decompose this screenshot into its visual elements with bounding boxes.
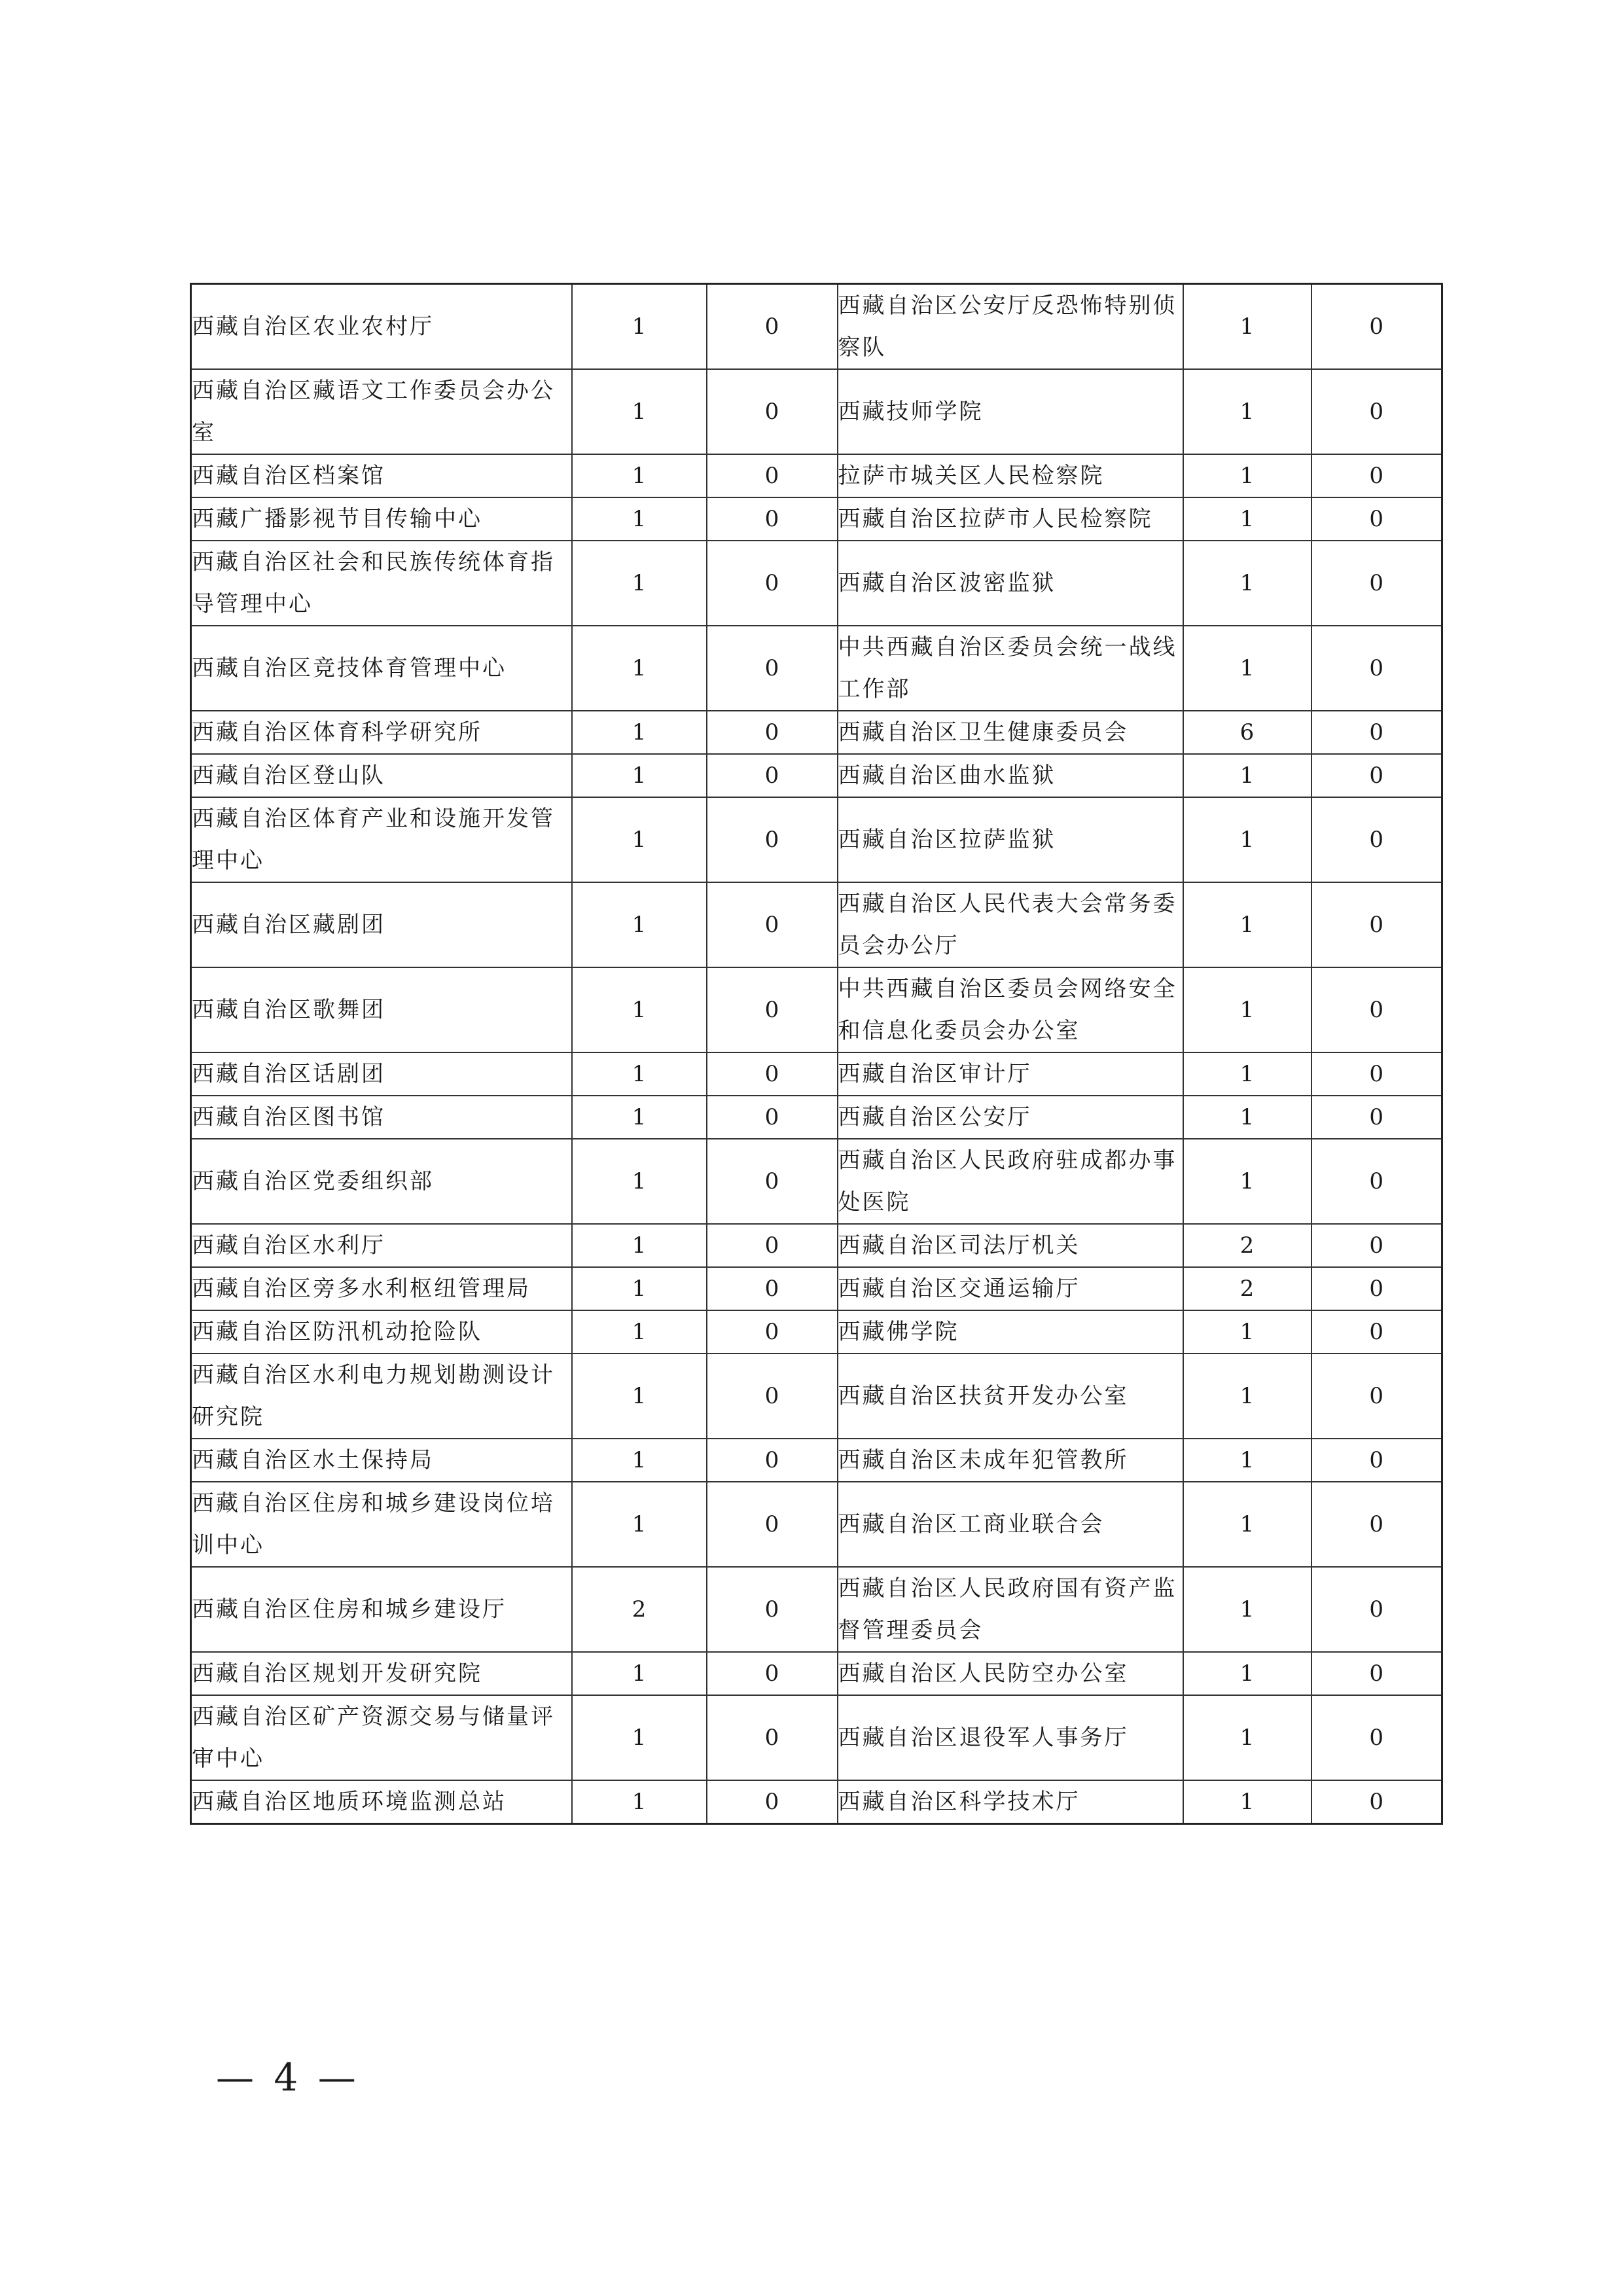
right-count-a-cell: 1	[1183, 1310, 1311, 1354]
left-count-a-cell: 1	[572, 754, 707, 797]
left-count-a-cell: 1	[572, 1224, 707, 1267]
left-count-a-cell: 1	[572, 454, 707, 497]
left-count-a-cell: 1	[572, 497, 707, 541]
table-row	[191, 1482, 1442, 1567]
right-count-b-cell: 0	[1311, 1267, 1442, 1310]
right-unit-name-cell: 西藏自治区公安厅	[838, 1096, 1183, 1139]
left-count-b-cell: 0	[707, 497, 838, 541]
table-row	[191, 797, 1442, 882]
right-count-b-cell: 0	[1311, 1310, 1442, 1354]
table-row	[191, 626, 1442, 711]
left-unit-name-cell: 西藏自治区档案馆	[191, 454, 572, 497]
page-number: — 4 —	[216, 2055, 360, 2100]
right-count-b-cell: 0	[1311, 754, 1442, 797]
left-count-a-cell: 1	[572, 711, 707, 754]
right-count-a-cell: 2	[1183, 1267, 1311, 1310]
left-unit-name-cell: 西藏自治区话剧团	[191, 1052, 572, 1096]
left-count-a-cell: 1	[572, 1780, 707, 1824]
left-unit-name-cell: 西藏自治区水利厅	[191, 1224, 572, 1267]
left-count-a-cell: 1	[572, 1695, 707, 1780]
right-count-a-cell: 1	[1183, 1652, 1311, 1695]
table-body	[191, 284, 1442, 1824]
right-unit-name-cell: 西藏自治区公安厅反恐怖特别侦察队	[838, 284, 1183, 370]
right-count-b-cell: 0	[1311, 1567, 1442, 1652]
table-row	[191, 882, 1442, 967]
left-count-a-cell: 1	[572, 626, 707, 711]
right-count-a-cell: 6	[1183, 711, 1311, 754]
right-unit-name-cell: 西藏自治区扶贫开发办公室	[838, 1354, 1183, 1439]
left-unit-name-cell: 西藏自治区藏语文工作委员会办公室	[191, 369, 572, 454]
left-count-b-cell: 0	[707, 454, 838, 497]
left-count-a-cell: 1	[572, 797, 707, 882]
left-count-b-cell: 0	[707, 797, 838, 882]
right-unit-name-cell: 西藏自治区人民政府国有资产监督管理委员会	[838, 1567, 1183, 1652]
left-count-b-cell: 0	[707, 284, 838, 370]
right-count-b-cell: 0	[1311, 1224, 1442, 1267]
table-row	[191, 1267, 1442, 1310]
table-row	[191, 369, 1442, 454]
left-count-b-cell: 0	[707, 1224, 838, 1267]
right-count-b-cell: 0	[1311, 284, 1442, 370]
right-count-a-cell: 1	[1183, 1482, 1311, 1567]
left-count-b-cell: 0	[707, 1139, 838, 1224]
right-count-a-cell: 1	[1183, 967, 1311, 1052]
left-unit-name-cell: 西藏自治区歌舞团	[191, 967, 572, 1052]
right-unit-name-cell: 西藏自治区科学技术厅	[838, 1780, 1183, 1824]
right-unit-name-cell: 西藏自治区交通运输厅	[838, 1267, 1183, 1310]
left-unit-name-cell: 西藏广播影视节目传输中心	[191, 497, 572, 541]
left-count-b-cell: 0	[707, 711, 838, 754]
right-count-b-cell: 0	[1311, 1139, 1442, 1224]
left-count-b-cell: 0	[707, 967, 838, 1052]
left-count-b-cell: 0	[707, 1567, 838, 1652]
left-count-b-cell: 0	[707, 1482, 838, 1567]
right-count-b-cell: 0	[1311, 797, 1442, 882]
right-unit-name-cell: 西藏自治区人民代表大会常务委员会办公厅	[838, 882, 1183, 967]
left-count-b-cell: 0	[707, 882, 838, 967]
right-count-b-cell: 0	[1311, 1652, 1442, 1695]
right-count-a-cell: 1	[1183, 1780, 1311, 1824]
left-count-b-cell: 0	[707, 1652, 838, 1695]
left-count-b-cell: 0	[707, 754, 838, 797]
right-count-a-cell: 1	[1183, 284, 1311, 370]
table-row	[191, 1096, 1442, 1139]
left-unit-name-cell: 西藏自治区规划开发研究院	[191, 1652, 572, 1695]
left-count-b-cell: 0	[707, 1695, 838, 1780]
right-count-b-cell: 0	[1311, 882, 1442, 967]
left-unit-name-cell: 西藏自治区图书馆	[191, 1096, 572, 1139]
left-count-b-cell: 0	[707, 626, 838, 711]
left-count-b-cell: 0	[707, 1439, 838, 1482]
right-count-a-cell: 1	[1183, 797, 1311, 882]
left-count-b-cell: 0	[707, 1096, 838, 1139]
right-count-b-cell: 0	[1311, 1354, 1442, 1439]
left-unit-name-cell: 西藏自治区住房和城乡建设岗位培训中心	[191, 1482, 572, 1567]
left-count-b-cell: 0	[707, 369, 838, 454]
table-row	[191, 541, 1442, 626]
left-count-a-cell: 1	[572, 1267, 707, 1310]
right-count-a-cell: 1	[1183, 369, 1311, 454]
right-unit-name-cell: 西藏佛学院	[838, 1310, 1183, 1354]
left-count-a-cell: 1	[572, 1139, 707, 1224]
right-unit-name-cell: 中共西藏自治区委员会统一战线工作部	[838, 626, 1183, 711]
right-unit-name-cell: 西藏自治区工商业联合会	[838, 1482, 1183, 1567]
right-unit-name-cell: 西藏自治区拉萨市人民检察院	[838, 497, 1183, 541]
left-count-a-cell: 1	[572, 369, 707, 454]
left-count-a-cell: 1	[572, 284, 707, 370]
left-unit-name-cell: 西藏自治区党委组织部	[191, 1139, 572, 1224]
left-unit-name-cell: 西藏自治区竞技体育管理中心	[191, 626, 572, 711]
right-count-a-cell: 1	[1183, 754, 1311, 797]
right-unit-name-cell: 西藏自治区卫生健康委员会	[838, 711, 1183, 754]
right-count-a-cell: 1	[1183, 1695, 1311, 1780]
table-row	[191, 754, 1442, 797]
right-count-a-cell: 1	[1183, 882, 1311, 967]
right-count-b-cell: 0	[1311, 369, 1442, 454]
right-unit-name-cell: 中共西藏自治区委员会网络安全和信息化委员会办公室	[838, 967, 1183, 1052]
right-count-a-cell: 1	[1183, 541, 1311, 626]
left-count-b-cell: 0	[707, 1354, 838, 1439]
table-row	[191, 1224, 1442, 1267]
table-row	[191, 967, 1442, 1052]
right-unit-name-cell: 西藏自治区波密监狱	[838, 541, 1183, 626]
right-count-b-cell: 0	[1311, 1482, 1442, 1567]
left-unit-name-cell: 西藏自治区体育产业和设施开发管理中心	[191, 797, 572, 882]
right-unit-name-cell: 西藏自治区人民政府驻成都办事处医院	[838, 1139, 1183, 1224]
right-count-a-cell: 1	[1183, 1052, 1311, 1096]
right-count-a-cell: 2	[1183, 1224, 1311, 1267]
right-count-a-cell: 1	[1183, 1354, 1311, 1439]
right-count-b-cell: 0	[1311, 711, 1442, 754]
left-count-b-cell: 0	[707, 541, 838, 626]
right-count-a-cell: 1	[1183, 454, 1311, 497]
left-count-b-cell: 0	[707, 1267, 838, 1310]
left-unit-name-cell: 西藏自治区农业农村厅	[191, 284, 572, 370]
left-unit-name-cell: 西藏自治区矿产资源交易与储量评审中心	[191, 1695, 572, 1780]
right-count-a-cell: 1	[1183, 1139, 1311, 1224]
right-count-b-cell: 0	[1311, 1695, 1442, 1780]
left-count-a-cell: 1	[572, 541, 707, 626]
left-count-a-cell: 1	[572, 1652, 707, 1695]
left-unit-name-cell: 西藏自治区防汛机动抢险队	[191, 1310, 572, 1354]
left-count-b-cell: 0	[707, 1780, 838, 1824]
right-unit-name-cell: 西藏自治区人民防空办公室	[838, 1652, 1183, 1695]
right-count-a-cell: 1	[1183, 626, 1311, 711]
left-count-a-cell: 1	[572, 967, 707, 1052]
right-unit-name-cell: 拉萨市城关区人民检察院	[838, 454, 1183, 497]
right-unit-name-cell: 西藏自治区退役军人事务厅	[838, 1695, 1183, 1780]
table-row	[191, 1652, 1442, 1695]
right-count-b-cell: 0	[1311, 967, 1442, 1052]
right-count-a-cell: 1	[1183, 1096, 1311, 1139]
table-row	[191, 1567, 1442, 1652]
left-unit-name-cell: 西藏自治区登山队	[191, 754, 572, 797]
table-row	[191, 284, 1442, 370]
left-count-b-cell: 0	[707, 1052, 838, 1096]
left-unit-name-cell: 西藏自治区水利电力规划勘测设计研究院	[191, 1354, 572, 1439]
left-count-a-cell: 1	[572, 1052, 707, 1096]
left-unit-name-cell: 西藏自治区旁多水利枢纽管理局	[191, 1267, 572, 1310]
right-count-b-cell: 0	[1311, 1052, 1442, 1096]
table-row	[191, 1780, 1442, 1824]
left-count-b-cell: 0	[707, 1310, 838, 1354]
left-count-a-cell: 1	[572, 1354, 707, 1439]
right-count-b-cell: 0	[1311, 1096, 1442, 1139]
left-unit-name-cell: 西藏自治区体育科学研究所	[191, 711, 572, 754]
left-unit-name-cell: 西藏自治区住房和城乡建设厅	[191, 1567, 572, 1652]
table-row	[191, 454, 1442, 497]
left-count-a-cell: 1	[572, 1439, 707, 1482]
left-count-a-cell: 1	[572, 1310, 707, 1354]
right-count-b-cell: 0	[1311, 1439, 1442, 1482]
right-count-b-cell: 0	[1311, 497, 1442, 541]
right-count-b-cell: 0	[1311, 1780, 1442, 1824]
right-unit-name-cell: 西藏自治区拉萨监狱	[838, 797, 1183, 882]
right-count-b-cell: 0	[1311, 454, 1442, 497]
left-unit-name-cell: 西藏自治区水土保持局	[191, 1439, 572, 1482]
left-unit-name-cell: 西藏自治区藏剧团	[191, 882, 572, 967]
left-count-a-cell: 2	[572, 1567, 707, 1652]
table-row	[191, 1695, 1442, 1780]
right-unit-name-cell: 西藏自治区司法厅机关	[838, 1224, 1183, 1267]
left-count-a-cell: 1	[572, 1482, 707, 1567]
table-row	[191, 1354, 1442, 1439]
left-count-a-cell: 1	[572, 882, 707, 967]
right-count-a-cell: 1	[1183, 497, 1311, 541]
table-row	[191, 497, 1442, 541]
right-unit-name-cell: 西藏自治区审计厅	[838, 1052, 1183, 1096]
right-unit-name-cell: 西藏自治区未成年犯管教所	[838, 1439, 1183, 1482]
table-row	[191, 1139, 1442, 1224]
left-unit-name-cell: 西藏自治区社会和民族传统体育指导管理中心	[191, 541, 572, 626]
table-row	[191, 1310, 1442, 1354]
right-count-a-cell: 1	[1183, 1439, 1311, 1482]
table-row	[191, 1052, 1442, 1096]
right-unit-name-cell: 西藏技师学院	[838, 369, 1183, 454]
right-count-b-cell: 0	[1311, 626, 1442, 711]
allocation-table	[190, 283, 1443, 1825]
table-row	[191, 1439, 1442, 1482]
right-count-a-cell: 1	[1183, 1567, 1311, 1652]
right-count-b-cell: 0	[1311, 541, 1442, 626]
left-count-a-cell: 1	[572, 1096, 707, 1139]
left-unit-name-cell: 西藏自治区地质环境监测总站	[191, 1780, 572, 1824]
right-unit-name-cell: 西藏自治区曲水监狱	[838, 754, 1183, 797]
table-row	[191, 711, 1442, 754]
